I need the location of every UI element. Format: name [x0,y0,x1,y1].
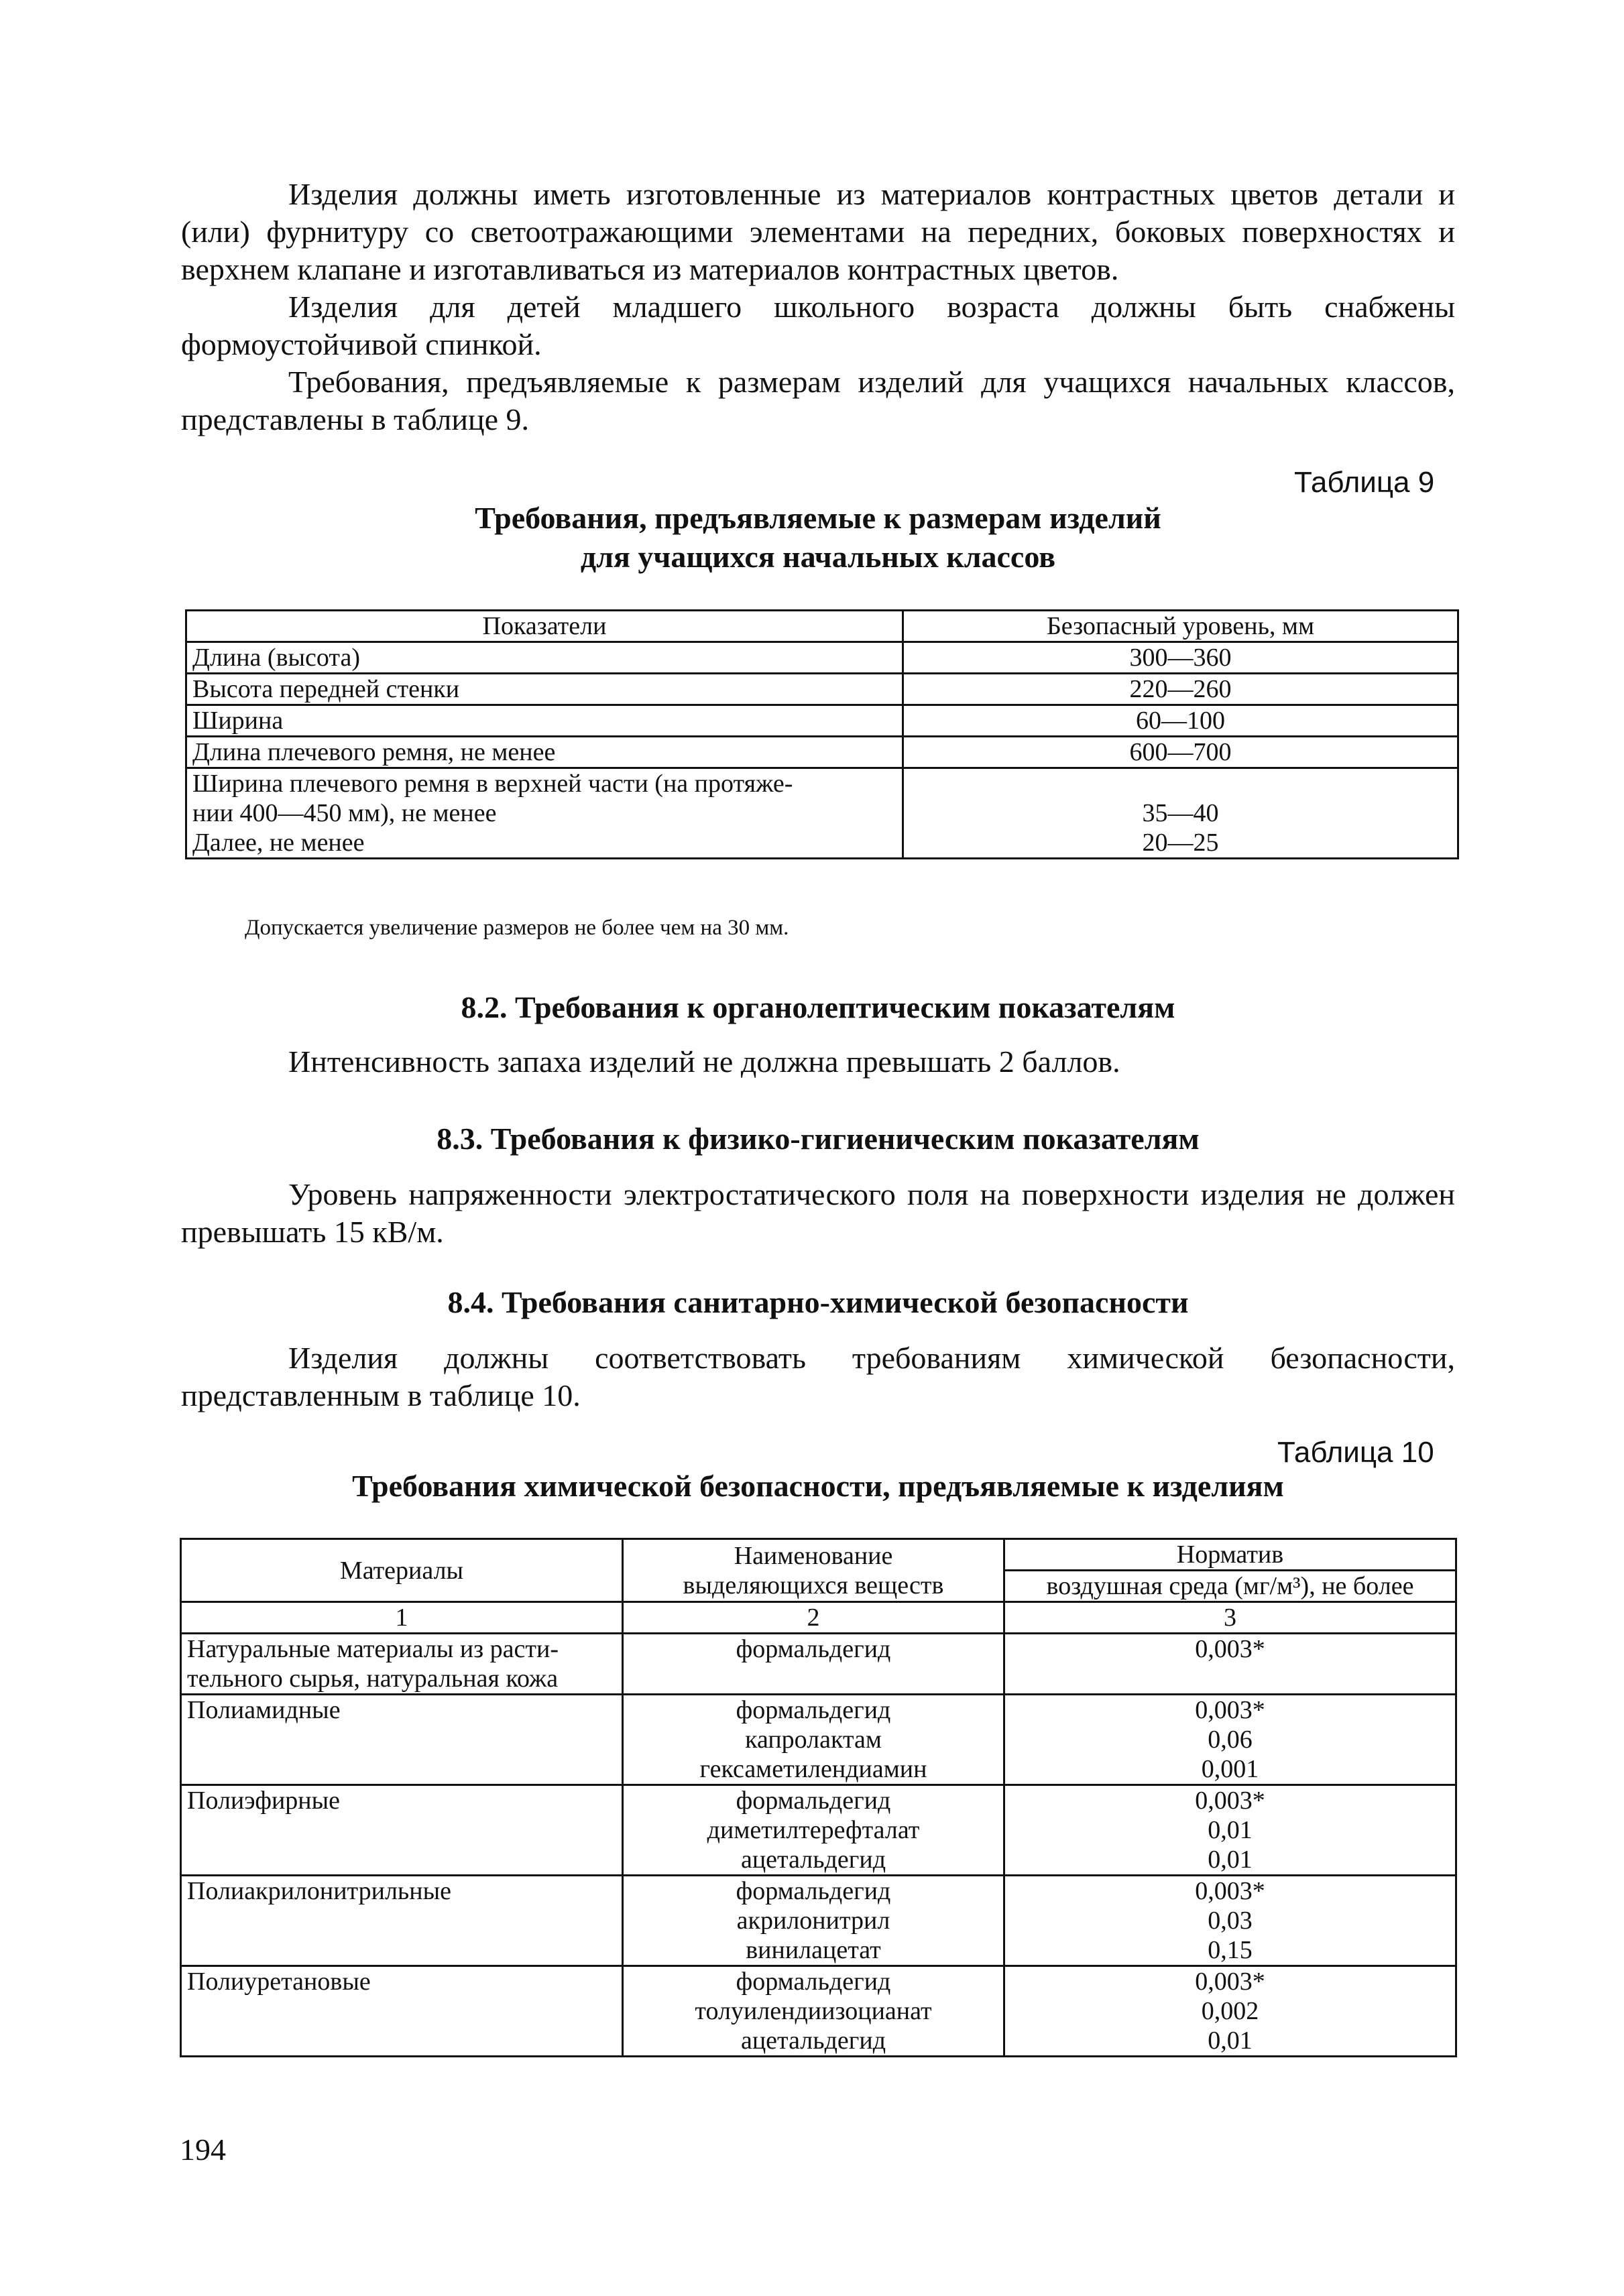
table-cell: 2 [623,1602,1004,1634]
table-number-row [181,1602,1456,1634]
table-cell: Полиуретановые [181,1966,623,2057]
table10 [180,1538,1457,2057]
table9-note: Допускается увеличение размеров не более чем на 30 мм. [245,916,789,940]
table-cell: 220—260 [903,674,1458,705]
table-cell: Длина плечевого ремня, не менее [186,737,903,768]
table-cell: Ширина [186,705,903,737]
table-header-row [186,611,1458,642]
table-cell: 60—100 [903,705,1458,737]
table-header-cell: Наименование выделяющихся веществ [623,1539,1004,1602]
table-cell: Полиэфирные [181,1785,623,1876]
table-row [181,1785,1456,1876]
table-row [181,1695,1456,1785]
page-number: 194 [180,2132,226,2167]
table-row [181,1876,1456,1966]
section-8-4-text: Изделия должны соответствовать требованиям химической безопасности, представленным в таблице 10. [181,1341,1455,1412]
table-cell: формальдегид диметилтерефталат ацетальдегид [623,1785,1004,1876]
table-cell: формальдегид акрилонитрил винилацетат [623,1876,1004,1966]
table-header-cell: Норматив [1004,1539,1456,1571]
table-header-cell: Материалы [181,1539,623,1602]
table-cell: Высота передней стенки [186,674,903,705]
table-row [186,674,1458,705]
table-header-cell: Безопасный уровень, мм [903,611,1458,642]
table-cell: Полиамидные [181,1695,623,1785]
table-header-cell: воздушная среда (мг/м³), не более [1004,1571,1456,1602]
section-8-3-heading: 8.3. Требования к физико-гигиеническим показателям [437,1122,1200,1156]
table-cell: 600—700 [903,737,1458,768]
table-header-row [181,1539,1456,1571]
section-8-4-heading: 8.4. Требования санитарно-химической безопасности [447,1285,1189,1319]
table-cell: Полиакрилонитрильные [181,1876,623,1966]
table-cell: 35—40 20—25 [903,768,1458,859]
table9-title: Требования, предъявляемые к размерам изделий для учащихся начальных классов [475,501,1161,574]
section-8-3-text: Уровень напряженности электростатического поля на поверхности изделия не должен превышать 15 кВ/м. [181,1177,1455,1249]
table-row [181,1634,1456,1695]
table10-title: Требования химической безопасности, предъявляемые к изделиям [352,1469,1284,1503]
table-row [186,737,1458,768]
table-cell: Длина (высота) [186,642,903,674]
table9-label: Таблица 9 [1294,466,1435,499]
table-cell: Ширина плечевого ремня в верхней части (на протяже- нии 400—450 мм), не менее Далее, не менее [186,768,903,859]
intro-paragraph-2: Изделия для детей младшего школьного возраста должны быть снабжены формоустойчивой спинкой. [181,290,1455,361]
table-cell: 0,003* 0,01 0,01 [1004,1785,1456,1876]
table-cell: формальдегид толуилендиизоцианат ацетальдегид [623,1966,1004,2057]
table-row [181,1966,1456,2057]
table-cell: Натуральные материалы из расти- тельного сырья, натуральная кожа [181,1634,623,1695]
table-row [186,768,1458,859]
table-cell: 0,003* 0,06 0,001 [1004,1695,1456,1785]
intro-paragraph-3: Требования, предъявляемые к размерам изделий для учащихся начальных классов, представлены в таблице 9. [181,365,1455,436]
table10-label: Таблица 10 [1277,1436,1434,1469]
table-cell: 300—360 [903,642,1458,674]
table-cell: 0,003* 0,03 0,15 [1004,1876,1456,1966]
table-row [186,705,1458,737]
table-cell: формальдегид капролактам гексаметилендиамин [623,1695,1004,1785]
table9 [185,609,1459,859]
table-cell: формальдегид [623,1634,1004,1695]
table-cell: 0,003* 0,002 0,01 [1004,1966,1456,2057]
table-cell: 1 [181,1602,623,1634]
intro-paragraph-1: Изделия должны иметь изготовленные из материалов контрастных цветов детали и (или) фурнитуру со светоотражающими элементами на передних, боковых поверхностях и верхнем клапане и изготавливаться из материалов контрастных цветов. [181,177,1455,286]
table-cell: 0,003* [1004,1634,1456,1695]
table-cell: 3 [1004,1602,1456,1634]
section-8-2-text: Интенсивность запаха изделий не должна превышать 2 баллов. [288,1044,1120,1079]
table-row [186,642,1458,674]
table-header-cell: Показатели [186,611,903,642]
section-8-2-heading: 8.2. Требования к органолептическим показателям [461,990,1175,1024]
